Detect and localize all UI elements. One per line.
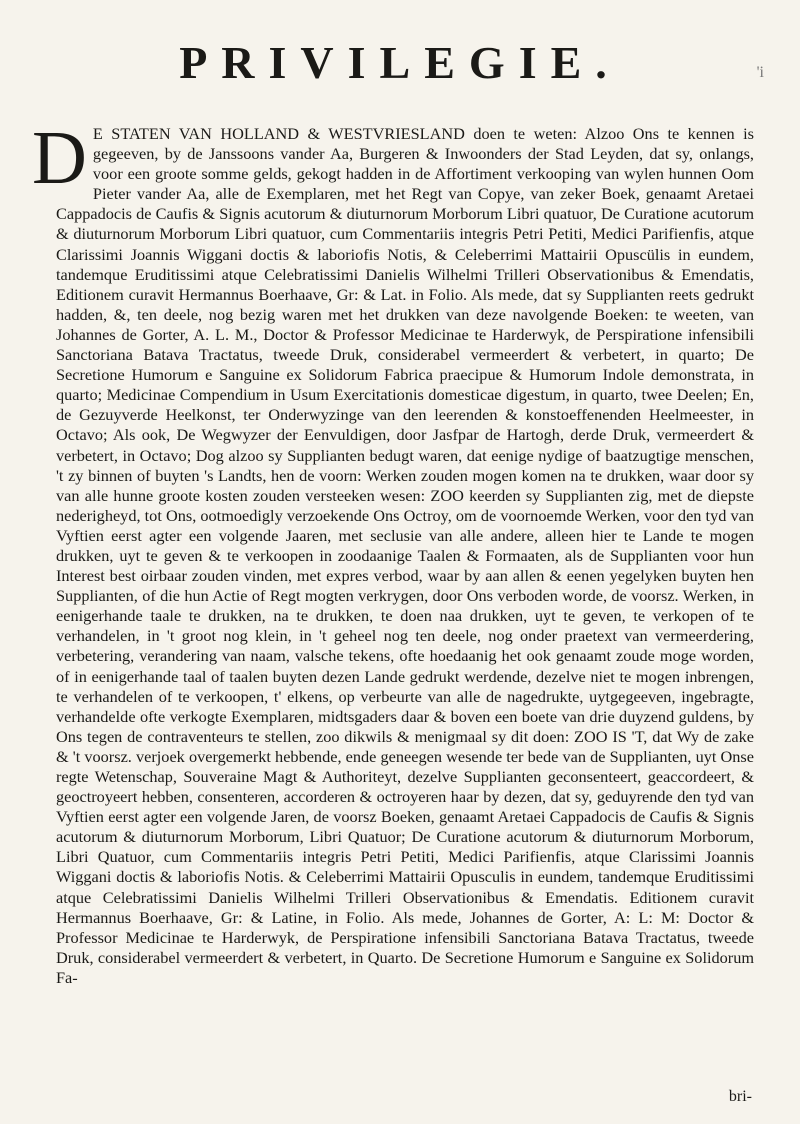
privilege-text <box>32 116 754 988</box>
margin-mark: 'i <box>756 64 764 81</box>
body-paragraph: E STATEN VAN HOLLAND & WESTVRIESLAND doen te weten: Alzoo Ons te kennen is gegeeven, by de Janssoons vander Aa, Burgeren & Inwoonders der Stad Leyden, dat sy, onlangs, voor een groote somme gelds, gekogt hadden in de Affortiment verkooping van wylen hunnen Oom Pieter vander Aa, alle de Exemplaren, met het Regt van Copye, van zeker Boek, genaamt Aretaei Cappadocis de Caufis & Signis acutorum & diuturnorum Morborum Libri quatuor, De Curatione acutorum & diuturnorum Morborum Libri quatuor, cum Commentariis integris Petri Petiti, Medici Parifienfis, atque Clarissimi Joannis Wiggani doctis & laboriofis Notis, & Celeberrimi Mattairii Opuscülis in eundem, tandemque Eruditissimi atque Celebratissimi Danielis Wilhelmi Trilleri Observationibus & Emendatis, Editionem curavit Hermannus Boerhaave, Gr: & Lat. in Folio. Als mede, dat sy Supplianten reets gedrukt hadden, &, ten deele, nog bezig waren met het drukken van deze navolgende Boeken: te weeten, van Johannes de Gorter, A. L. M., Doctor & Professor Medicinae te Harderwyk, de Perspiratione infensibili Sanctoriana Batava Tractatus, tweede Druk, considerabel vermeerdert & verbetert, in quarto; De Secretione Humorum e Sanguine ex Solidorum Fabrica praecipue & Humorum Indole demonstrata, in quarto; Medicinae Compendium in Usum Exercitationis domesticae digestum, in quarto, twee Deelen; En, de Gezuyverde Heelkonst, ter Onderwyzinge van den leerenden & konstoeffenenden Heelmeester, in Octavo; Als ook, De Wegwyzer der Eenvuldigen, door Jasfpar de Hartogh, derde Druk, vermeerdert & verbetert, in Octavo; Dog alzoo sy Supplianten bedugt waren, dat eenige nydige of baatzugtige menschen, 't zy binnen of buyten 's Landts, hen de voorn: Werken zouden mogen komen na te drukken, waar door sy van alle hunne groote kosten zouden versteeken wesen: ZOO keerden sy Supplianten zig, met de diepste nederigheyd, tot Ons, ootmoedigly verzoekende Ons Octroy, om de voornoemde Werken, voor den tyd van Vyftien eerst agter een volgende Jaaren, met seclusie van alle andere, alleen hier te Lande te mogen drukken, uyt te geven & te verkoopen in zoodaanige Taalen & Formaaten, als de Supplianten voor hun Interest best oirbaar zouden vinden, met expres verbod, waar by aan allen & eenen yegelyken buyten hen Supplianten, of die hun Actie of Regt mogten verkrygen, door Ons verboden worde, de voorsz. Werken, in eenigerhande taale te drukken, na te drukken, te doen naa drukken, uyt te geven, te verkopen of te verhandelen, in 't groot nog klein, in 't geheel nog ten deele, nog onder praetext van vermeerdering, verbetering, verandering van naam, valsche tekens, ofte hoedaanig het ook genaamt zoude moge worden, of in eenigerhande taal of taalen buyten dezen Lande gedrukt werdende, dezelve niet te mogen inbrengen, te verhandelen of te verkoopen, t' elkens, op verbeurte van alle de nagedrukte, uytgegeeven, ingebragte, verhandelde ofte verkogte Exemplaren, midtsgaders daar & boven een boete van drie duyzend guldens, by Ons tegen de contraventeurs te stellen, zoo dikwils & menigmaal sy dit doen: ZOO IS 'T, dat Wy de zake & 't voorsz. verjoek overgemerkt hebbende, ende geneegen wesende ter bede van de Supplianten, uyt Onse regte Wetenschap, Souveraine Magt & Authoriteyt, dezelve Supplianten geconsenteert, geaccordeert, & geoctroyeert hebben, consenteren, accorderen & octroyeren haar by dezen, dat sy, geduyrende den tyd van Vyftien eerst agter een volgende Jaren, de voorsz Boeken, genaamt Aretaei Cappadocis de Caufis & Signis acutorum & diuturnorum Morborum, Libri Quatuor; De Curatione acutorum & diuturnorum Morborum, Libri Quatuor, cum Commentariis integris Petri Petiti, Medici Parifienfis, atque Clarissimi Joannis Wiggani doctis & laboriofis Notis. & Celeberrimi Mattairii Opusculis in eundem, tandemque Eruditissimi atque Celebratissimi Danielis Wilhelmi Trilleri Observationibus & Emendatis. Editionem curavit Hermannus Boerhaave, Gr: & Latine, in Folio. Als mede, Johannes de Gorter, A: L: M: Doctor & Professor Medicinae te Harderwyk, de Perspiratione infensibili Sanctoriana Batava Tractatus, tweede Druk, considerabel vermeerdert & verbetert, in Quarto. De Secretione Humorum e Sanguine ex Solidorum Fa- <box>56 124 754 987</box>
drop-cap: D <box>32 116 87 200</box>
catchword: bri- <box>728 1088 752 1105</box>
privilege-heading: PRIVILEGIE. <box>179 37 621 88</box>
